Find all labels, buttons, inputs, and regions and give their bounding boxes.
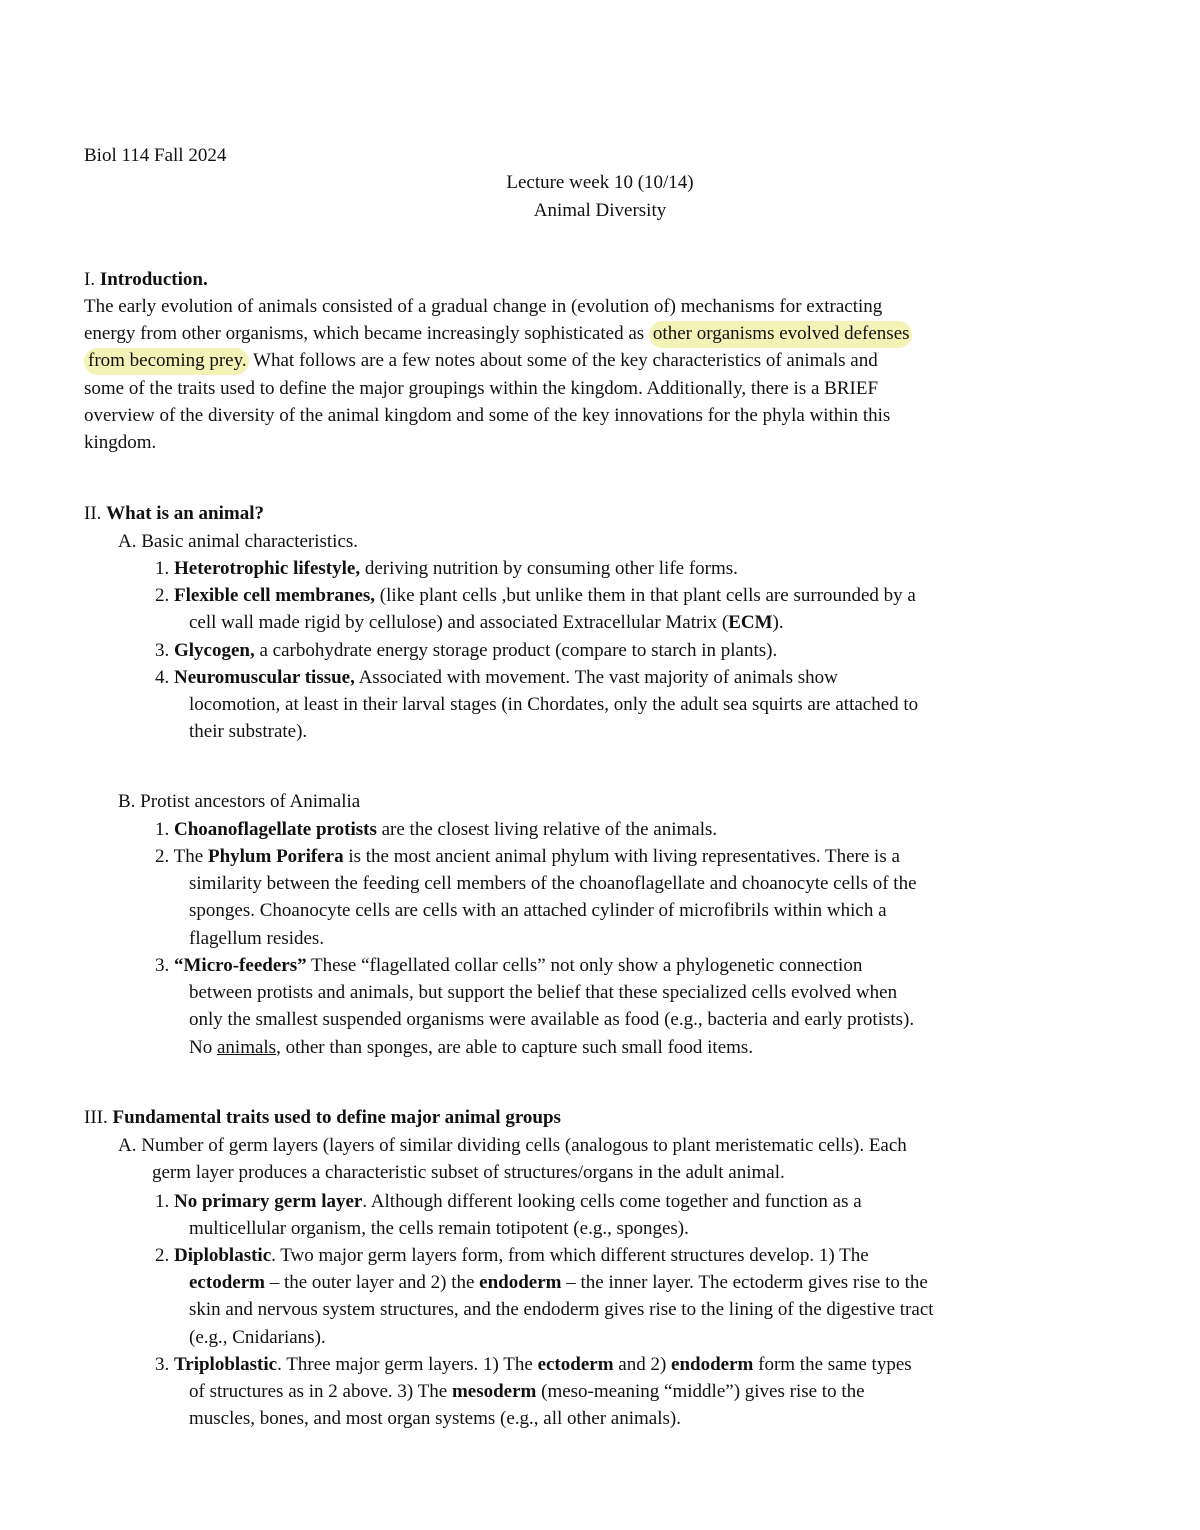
- list-item: [155, 637, 777, 664]
- section-3-heading: [84, 1104, 561, 1131]
- item-number: 3.: [155, 955, 174, 976]
- subsection-b: B. Protist ancestors of Animalia: [118, 791, 361, 812]
- item-number: 2.: [155, 1245, 174, 1266]
- text-run: . Three major germ layers. 1) The: [277, 1354, 538, 1375]
- lecture-label: Lecture week 10 (10/14): [506, 172, 694, 193]
- section-number: I.: [84, 269, 100, 290]
- page-title: Animal Diversity: [533, 200, 667, 221]
- section-title: What is an animal?: [106, 503, 264, 524]
- term: Diploblastic: [174, 1245, 272, 1266]
- text-line: [84, 320, 912, 347]
- highlight-mark: other organisms evolved defenses: [649, 321, 912, 348]
- text-run: – the outer layer and 2) the: [264, 1272, 480, 1294]
- term: Choanoflagellate protists: [174, 819, 377, 840]
- list-item: [155, 1242, 934, 1351]
- term: Heterotrophic lifestyle,: [174, 558, 361, 579]
- text-run: Associated with movement. The vast majority of animals show: [354, 667, 838, 688]
- text-line: locomotion, at least in their larval stages (in Chordates, only the adult sea squirts are attached to: [189, 694, 919, 716]
- text-run: – the inner layer. The ectoderm gives rise to the: [561, 1272, 928, 1294]
- text-line: kingdom.: [84, 432, 157, 454]
- text-line: flagellum resides.: [189, 927, 325, 949]
- term: No primary germ layer: [174, 1191, 363, 1212]
- text-line: overview of the diversity of the animal kingdom and some of the key innovations for the phyla within this: [84, 404, 891, 426]
- term: Triploblastic: [174, 1354, 278, 1375]
- list-item: [155, 1351, 912, 1433]
- text-line: (e.g., Cnidarians).: [189, 1326, 326, 1348]
- text-run: ).: [772, 612, 784, 634]
- term: endoderm: [479, 1272, 562, 1294]
- text-line: their substrate).: [189, 721, 308, 743]
- section-number: II.: [84, 503, 107, 524]
- list-item: [155, 555, 738, 582]
- text-line: germ layer produces a characteristic subset of structures/organs in the adult animal.: [152, 1162, 785, 1184]
- term: Glycogen,: [174, 640, 255, 661]
- term: “Micro-feeders”: [174, 955, 307, 976]
- text-line: skin and nervous system structures, and the endoderm gives rise to the lining of the digestive tract: [189, 1299, 934, 1321]
- highlight-mark: from becoming prey.: [84, 348, 249, 375]
- term: Neuromuscular tissue,: [174, 667, 355, 688]
- underlined-word: animals: [216, 1036, 277, 1058]
- text-line: A. Number of germ layers (layers of similar dividing cells (analogous to plant meristematic cells). Each: [118, 1135, 907, 1156]
- term: endoderm: [671, 1354, 754, 1375]
- text-line: similarity between the feeding cell members of the choanoflagellate and choanocyte cells of the: [189, 873, 917, 895]
- section-2-heading: [84, 500, 264, 527]
- item-number: 4.: [155, 667, 174, 688]
- text-run: form the same types: [753, 1354, 912, 1375]
- term: mesoderm: [451, 1381, 537, 1403]
- text-run: These “flagellated collar cells” not only show a phylogenetic connection: [306, 955, 863, 976]
- section-number: III.: [84, 1107, 113, 1128]
- section-title: Fundamental traits used to define major animal groups: [112, 1107, 561, 1128]
- term: Phylum Porifera: [207, 846, 344, 867]
- text-run: No: [189, 1036, 217, 1058]
- course-label: Biol 114 Fall 2024: [84, 145, 227, 166]
- term: ECM: [728, 612, 773, 634]
- text-run: . Although different looking cells come together and function as a: [362, 1191, 862, 1212]
- text-run: (meso-meaning “middle”) gives rise to the: [536, 1381, 865, 1403]
- list-item: [155, 1188, 862, 1242]
- item-number: 2.: [155, 846, 174, 867]
- text-line: some of the traits used to define the major groupings within the kingdom. Additionally, there is a BRIEF: [84, 377, 879, 399]
- item-number: 1.: [155, 819, 174, 840]
- text-run: What follows are a few notes about some of the key characteristics of animals and: [248, 350, 878, 372]
- text-run: cell wall made rigid by cellulose) and associated Extracellular Matrix (: [189, 612, 729, 634]
- text-run: are the closest living relative of the animals.: [376, 819, 718, 840]
- term: Flexible cell membranes,: [174, 585, 376, 606]
- text-run: , other than sponges, are able to capture such small food items.: [276, 1036, 754, 1058]
- list-item: [155, 952, 914, 1061]
- section-title: Introduction.: [99, 269, 208, 290]
- text-run: a carbohydrate energy storage product (compare to starch in plants).: [254, 640, 778, 661]
- text-run: . Two major germ layers form, from which different structures develop. 1) The: [271, 1245, 869, 1266]
- list-item: [155, 664, 918, 746]
- text-run: is the most ancient animal phylum with living representatives. There is a: [343, 846, 900, 867]
- section-1-heading: [84, 266, 208, 293]
- item-number: 1.: [155, 558, 174, 579]
- text-run: deriving nutrition by consuming other life forms.: [360, 558, 738, 579]
- list-item: [155, 582, 916, 636]
- text-line: muscles, bones, and most organ systems (e.g., all other animals).: [189, 1408, 681, 1430]
- text-line: only the smallest suspended organisms were available as food (e.g., bacteria and early protists).: [189, 1009, 915, 1031]
- text-run: of structures as in 2 above. 3) The: [189, 1381, 452, 1403]
- text-line: between protists and animals, but support the belief that these specialized cells evolved when: [189, 982, 898, 1004]
- text-run: and 2): [613, 1354, 672, 1375]
- term: ectoderm: [537, 1354, 614, 1375]
- text-run: (like plant cells ,but unlike them in that plant cells are surrounded by a: [375, 585, 916, 606]
- text-run: The: [173, 846, 208, 867]
- subsection-a: [118, 1132, 907, 1186]
- text-line: [84, 347, 912, 374]
- item-number: 3.: [155, 1354, 174, 1375]
- text-line: multicellular organism, the cells remain totipotent (e.g., sponges).: [189, 1218, 689, 1240]
- item-number: 2.: [155, 585, 174, 606]
- list-item: [155, 843, 917, 952]
- text-line: sponges. Choanocyte cells are cells with an attached cylinder of microfibrils within which a: [189, 900, 887, 922]
- text-run: energy from other organisms, which became increasingly sophisticated as: [84, 323, 649, 345]
- term: ectoderm: [189, 1272, 265, 1294]
- item-number: 3.: [155, 640, 174, 661]
- item-number: 1.: [155, 1191, 174, 1212]
- list-item: [155, 816, 717, 843]
- subsection-a: A. Basic animal characteristics.: [118, 531, 359, 552]
- intro-paragraph: [84, 293, 912, 456]
- text-line: The early evolution of animals consisted of a gradual change in (evolution of) mechanisms for extracting: [84, 296, 883, 317]
